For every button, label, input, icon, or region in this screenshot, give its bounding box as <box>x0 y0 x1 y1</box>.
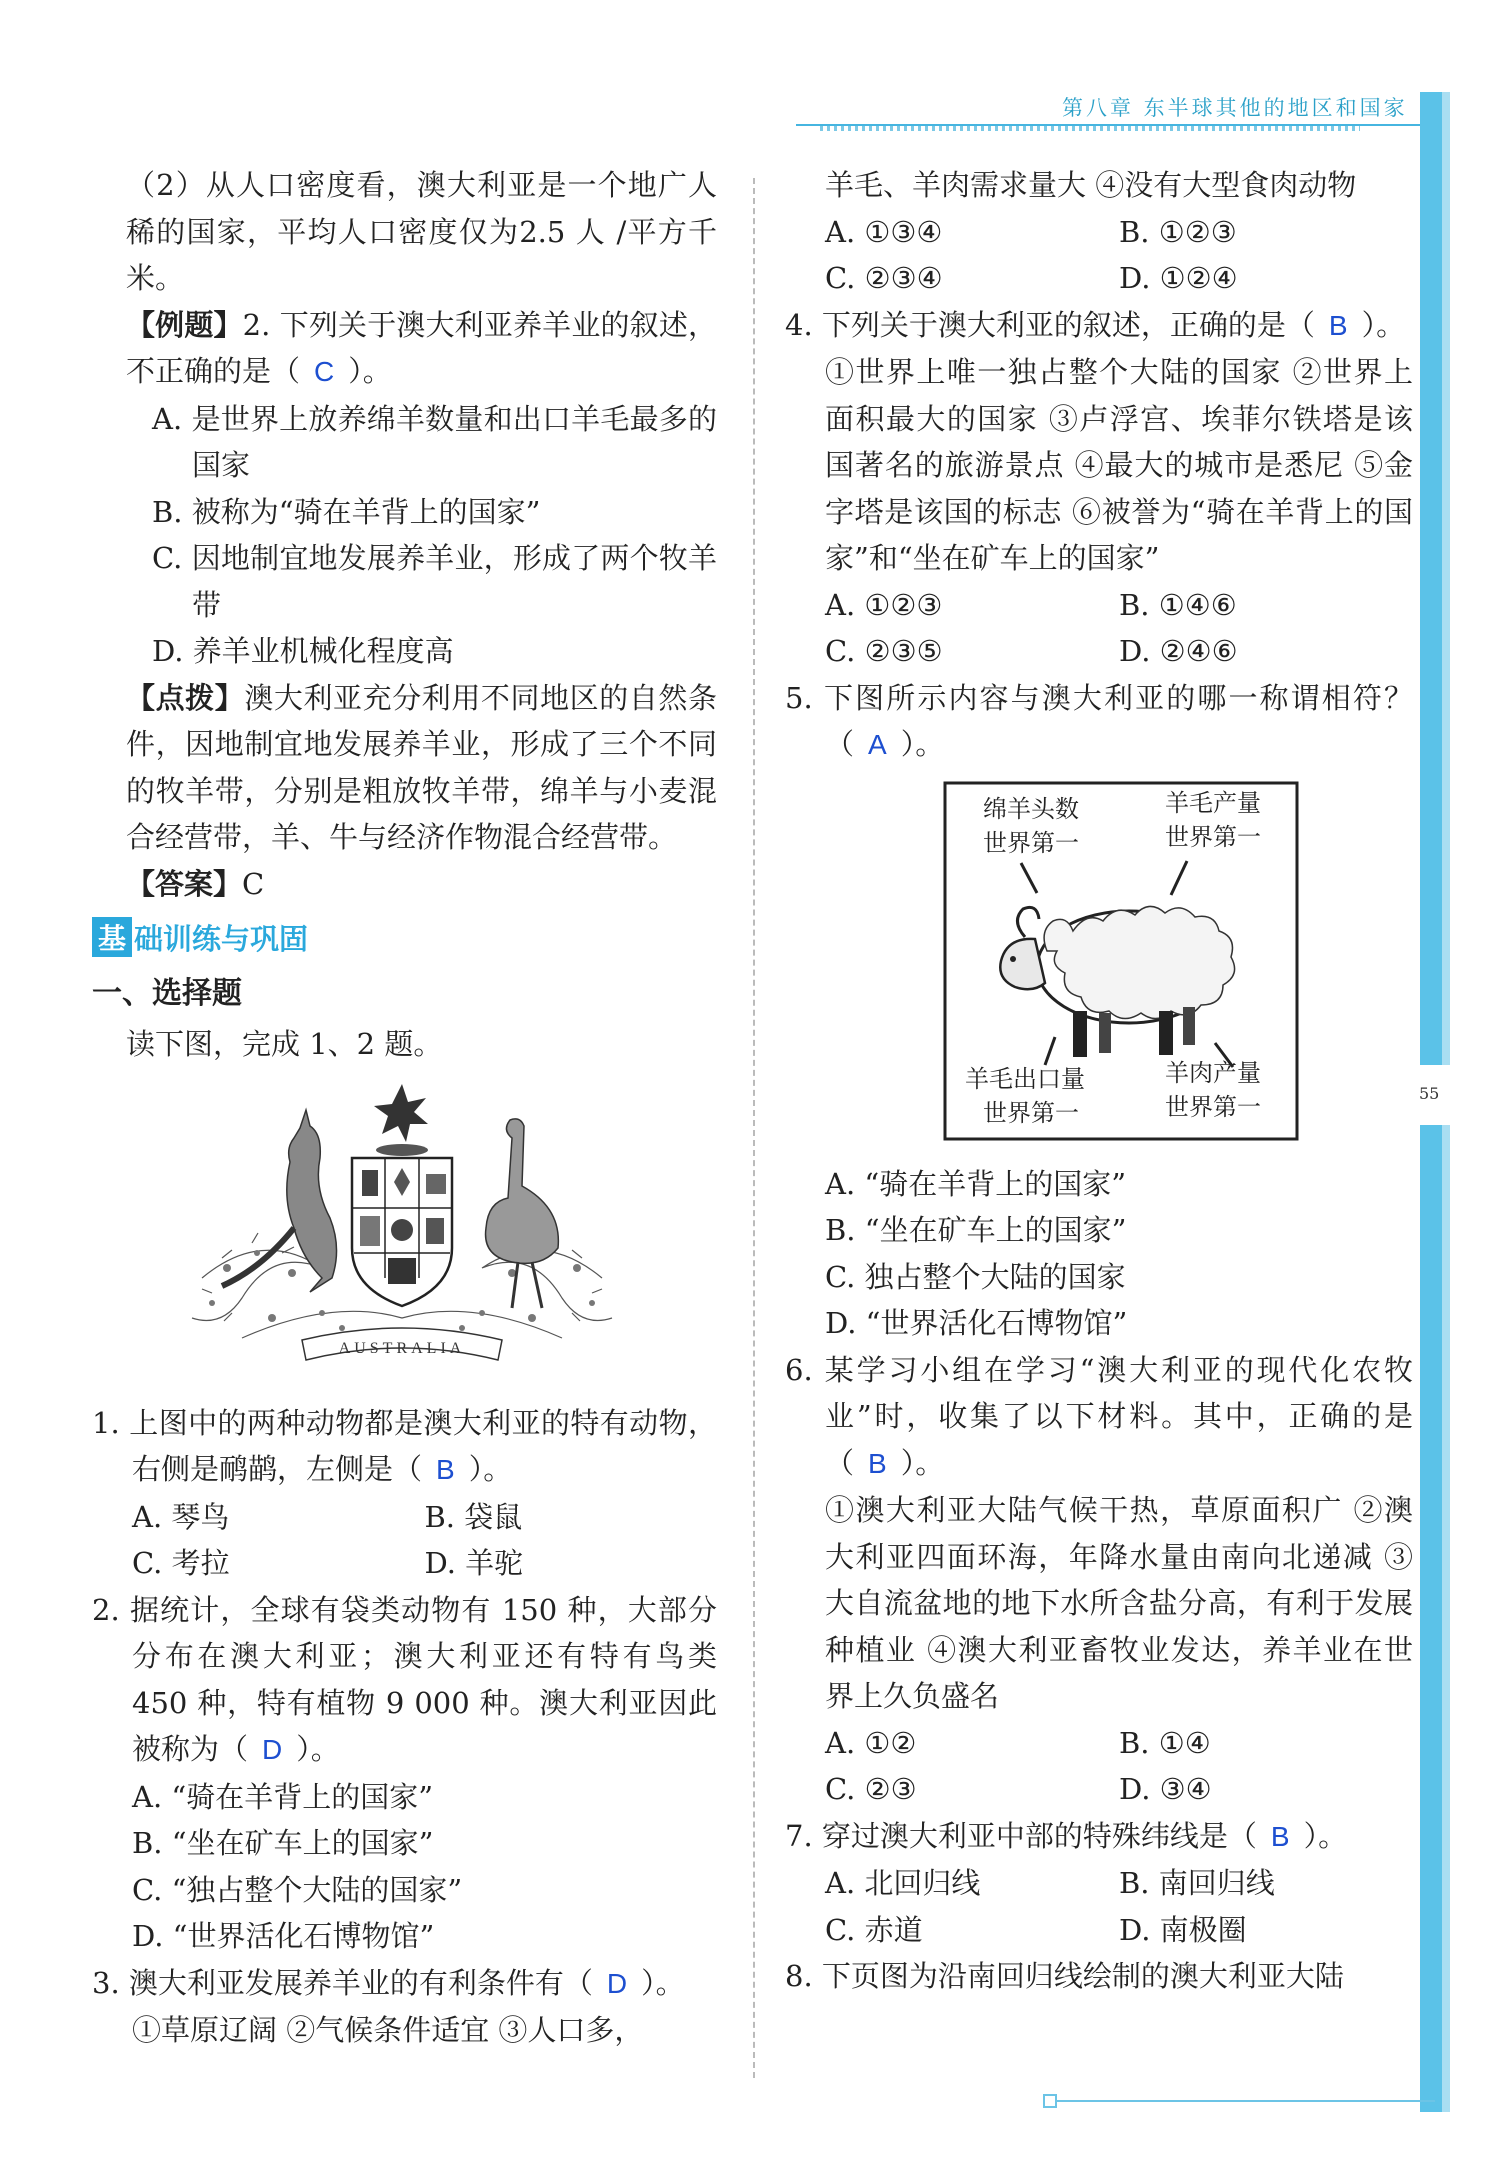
example-option: D. 养羊业机械化程度高 <box>152 634 454 668</box>
tip-paragraph: 【点拨】澳大利亚充分利用不同地区的自然条件，因地制宜地发展养羊业，形成了三个不同的牧羊带，分别是粗放牧羊带，绵羊与小麦混合经营带，羊、牛与经济作物混合经营带。 <box>126 680 717 854</box>
question-2-option: B. “坐在矿车上的国家” <box>132 1826 434 1860</box>
intro-paragraph: （2）从人口密度看，澳大利亚是一个地广人稀的国家，平均人口密度仅为2.5 人 /平方千米。 <box>126 168 717 295</box>
question-1-options-row <box>92 1540 717 1587</box>
question-6-options-row <box>785 1766 1413 1813</box>
question-5-option: A. “骑在羊背上的国家” <box>825 1166 1127 1201</box>
diagram-label-tl-2: 世界第一 <box>983 828 1079 857</box>
option: C. ②③④ <box>825 261 943 295</box>
footer-rule <box>1055 2100 1435 2102</box>
question-4-answer: B <box>1328 309 1348 341</box>
question-3-answer: D <box>606 1967 628 1999</box>
diagram-label-bl-1: 羊毛出口量 <box>965 1064 1085 1093</box>
option: C. 赤道 <box>825 1912 923 1947</box>
option: A. 北回归线 <box>825 1866 981 1900</box>
australia-coat-of-arms-image <box>182 1078 622 1378</box>
question-2-option: D. “世界活化石博物馆” <box>132 1919 435 1953</box>
question-8-stem: 8. 下页图为沿南回归线绘制的澳大利亚大陆 <box>785 1959 1344 1993</box>
example-stem: 【例题】2. 下列关于澳大利亚养羊业的叙述，不正确的是（ C ）。 <box>126 307 717 388</box>
option: D. ①②④ <box>1119 261 1238 295</box>
section-banner <box>92 911 717 963</box>
option: A. ①② <box>825 1725 917 1760</box>
option: A. ①②③ <box>825 587 943 622</box>
question-2-answer: D <box>262 1734 283 1765</box>
sheep-records-diagram <box>943 781 1299 1141</box>
question-4-options-row <box>785 628 1413 675</box>
section-title: 础训练与巩固 <box>134 921 309 956</box>
question-6-statements: ①澳大利亚大陆气候干热，草原面积广 ②澳大利亚四面环海，年降水量由南向北递减 ③大自流盆地的地下水所含盐分高，有利于发展种植业 ④澳大利亚畜牧业发达，养羊业在世界上久负盛名 <box>825 1493 1413 1713</box>
question-1-stem: 1. 上图中的两种动物都是澳大利亚的特有动物，右侧是鸸鹋，左侧是（ B ）。 <box>92 1405 717 1486</box>
left-column <box>92 162 717 2054</box>
header-rule <box>796 124 1440 126</box>
column-divider <box>753 178 755 2078</box>
question-1-options-row <box>92 1494 717 1541</box>
question-5-option: C. 独占整个大陆的国家 <box>825 1259 1126 1294</box>
question-6-stem: 6. 某学习小组在学习“澳大利亚的现代化农牧业”时，收集了以下材料。其中，正确的是（ B ）。 <box>785 1352 1413 1480</box>
option: B. ①④ <box>1119 1725 1211 1760</box>
example-option: B. 被称为“骑在羊背上的国家” <box>152 494 541 529</box>
option: D. 羊驼 <box>424 1546 524 1580</box>
option: B. ①②③ <box>1119 214 1237 249</box>
question-3-statements: ①草原辽阔 ②气候条件适宜 ③人口多， <box>132 2013 644 2047</box>
option: C. ②③⑤ <box>825 634 943 668</box>
option: B. 袋鼠 <box>424 1499 523 1534</box>
question-2-option: A. “骑在羊背上的国家” <box>132 1779 434 1814</box>
diagram-label-br-1: 羊肉产量 <box>1165 1058 1261 1087</box>
example-option: C. 因地制宜地发展养羊业，形成了两个牧羊带 <box>152 541 717 622</box>
question-4-options-row <box>785 582 1413 629</box>
option: C. 考拉 <box>132 1546 230 1580</box>
question-7-options-row <box>785 1907 1413 1954</box>
diagram-label-tl-1: 绵羊头数 <box>983 794 1079 823</box>
question-3-options-row <box>785 209 1413 256</box>
question-5-option: D. “世界活化石博物馆” <box>825 1306 1128 1340</box>
option: D. 南极圈 <box>1119 1912 1247 1947</box>
question-7-options-row <box>785 1860 1413 1907</box>
question-7-answer: B <box>1270 1820 1290 1852</box>
diagram-label-br-2: 世界第一 <box>1165 1092 1261 1121</box>
question-4-statements: ①世界上唯一独占整个大陆的国家 ②世界上面积最大的国家 ③卢浮宫、埃菲尔铁塔是该国著名的旅游景点 ④最大的城市是悉尼 ⑤金字塔是该国的标志 ⑥被誉为“骑在羊背上的国家”和“坐在矿车上的国家” <box>825 355 1413 575</box>
question-7-stem: 7. 穿过澳大利亚中部的特殊纬线是（ B ）。 <box>785 1818 1348 1853</box>
question-2-stem: 2. 据统计，全球有袋类动物有 150 种，大部分分布在澳大利亚；澳大利亚还有特有鸟类 450 种，特有植物 9 000 种。澳大利亚因此被称为（ D ）。 <box>92 1592 717 1766</box>
option: A. ①③④ <box>825 214 943 249</box>
right-column <box>785 162 1413 2000</box>
option: B. ①④⑥ <box>1119 587 1237 622</box>
question-1-answer: B <box>436 1454 455 1485</box>
question-3-statements-cont: 羊毛、羊肉需求量大 ④没有大型食肉动物 <box>825 168 1357 202</box>
example-answer: C <box>314 356 335 387</box>
emblem-motto: AUSTRALIA <box>338 1339 466 1357</box>
option: A. 琴鸟 <box>132 1499 230 1534</box>
instruction: 读下图，完成 1、2 题。 <box>126 1027 443 1061</box>
example-option: A. 是世界上放养绵羊数量和出口羊毛最多的国家 <box>152 401 717 482</box>
question-3-stem: 3. 澳大利亚发展养羊业的有利条件有（ D ）。 <box>92 1965 685 2000</box>
chapter-header: 第八章 东半球其他的地区和国家 <box>1062 96 1408 120</box>
question-5-answer: A <box>868 729 887 760</box>
option: B. 南回归线 <box>1119 1866 1275 1900</box>
option: D. ③④ <box>1119 1772 1212 1806</box>
question-2-option: C. “独占整个大陆的国家” <box>132 1872 463 1907</box>
part-title: 一、选择题 <box>92 976 242 1011</box>
question-6-options-row <box>785 1720 1413 1767</box>
diagram-label-tr-2: 世界第一 <box>1165 822 1261 851</box>
answer-line: 【答案】C <box>126 866 265 901</box>
section-icon: 基 <box>92 917 132 957</box>
page-number: 55 <box>1419 1084 1440 1103</box>
header-dots <box>820 126 1360 131</box>
question-5-stem: 5. 下图所示内容与澳大利亚的哪一称谓相符？（ A ）。 <box>785 680 1413 761</box>
option: C. ②③ <box>825 1772 917 1806</box>
diagram-label-bl-2: 世界第一 <box>983 1098 1079 1127</box>
question-6-answer: B <box>868 1447 887 1479</box>
question-4-stem: 4. 下列关于澳大利亚的叙述，正确的是（ B ）。 <box>785 307 1406 342</box>
option: D. ②④⑥ <box>1119 634 1238 668</box>
question-5-option: B. “坐在矿车上的国家” <box>825 1213 1127 1247</box>
diagram-label-tr-1: 羊毛产量 <box>1165 788 1261 817</box>
question-3-options-row <box>785 255 1413 302</box>
